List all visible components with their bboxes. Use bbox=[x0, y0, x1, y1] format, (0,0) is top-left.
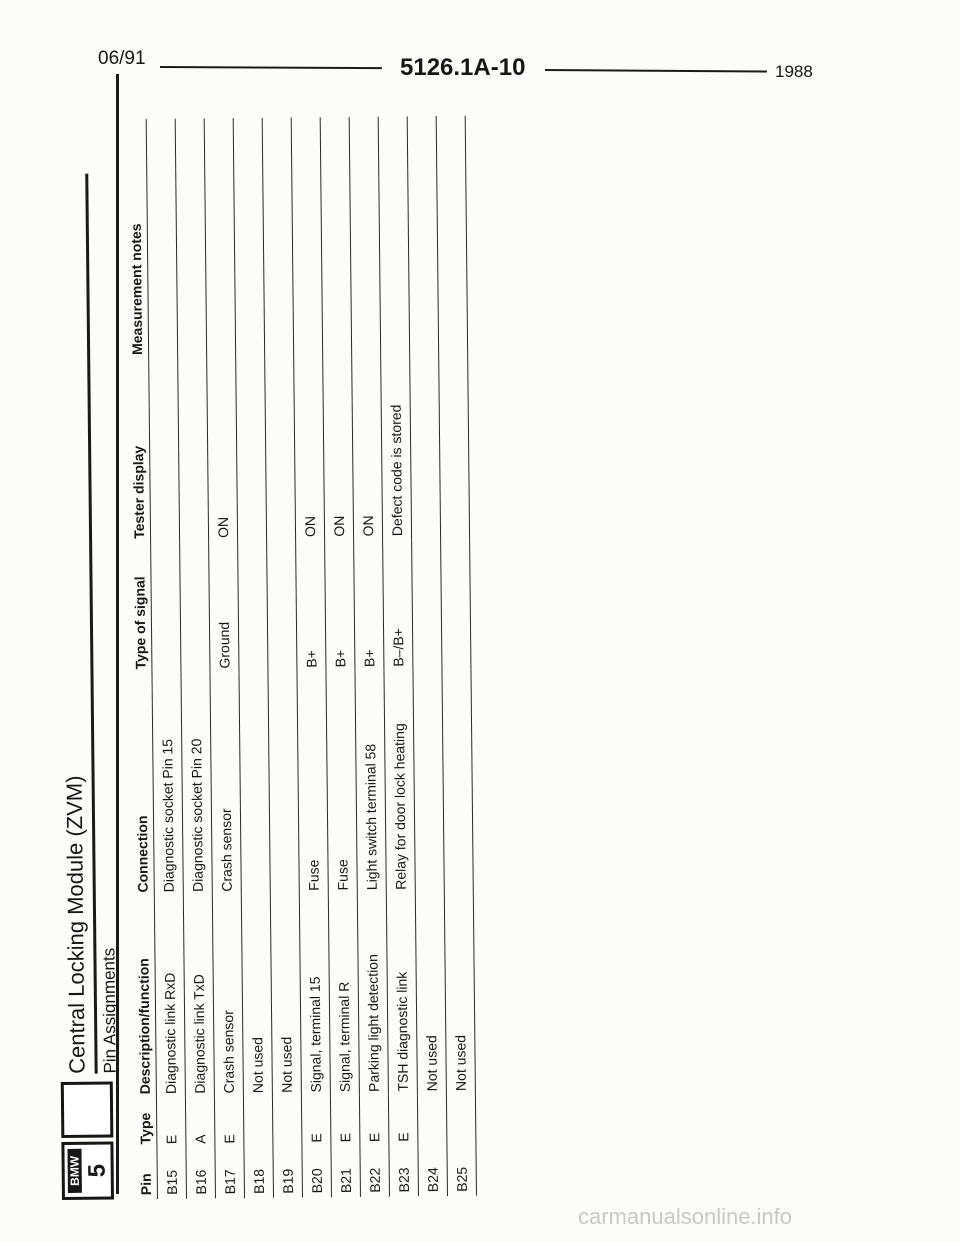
cell-signal bbox=[267, 541, 297, 672]
col-header-tester-display: Tester display bbox=[130, 445, 148, 539]
page-date: 06/91 bbox=[98, 48, 146, 69]
logo-series: 5 bbox=[83, 1163, 111, 1178]
cell-description: Parking light detection bbox=[364, 954, 382, 1092]
cell-type: E bbox=[221, 1134, 238, 1144]
cell-type bbox=[272, 1097, 302, 1147]
cell-tester bbox=[265, 357, 296, 541]
cell-description: Signal, terminal 15 bbox=[306, 976, 324, 1093]
cell-type: A bbox=[192, 1134, 209, 1144]
cell-description: Not used bbox=[423, 1035, 440, 1092]
cell-description: Diagnostic link TxD bbox=[190, 974, 208, 1094]
cell-type: E bbox=[366, 1132, 383, 1143]
cell-description: Crash sensor bbox=[220, 1010, 237, 1094]
cell-signal: B–/B+ bbox=[390, 628, 407, 667]
document-subtitle: Pin Assignments bbox=[99, 947, 120, 1074]
cell-type: E bbox=[308, 1133, 325, 1143]
cell-pin: B16 bbox=[192, 1169, 209, 1195]
cell-type: E bbox=[395, 1132, 412, 1142]
col-header-type: Type bbox=[137, 1112, 154, 1145]
cell-pin: B17 bbox=[221, 1169, 238, 1195]
col-header-signal-type: Type of signal bbox=[131, 576, 149, 670]
cell-connection: Fuse bbox=[334, 859, 351, 891]
cell-type: E bbox=[337, 1132, 354, 1143]
cell-connection bbox=[442, 670, 473, 893]
cell-tester: ON bbox=[359, 515, 377, 537]
cell-connection: Diagnostic socket Pin 15 bbox=[159, 738, 177, 893]
cell-connection bbox=[239, 672, 270, 895]
cell-tester bbox=[439, 355, 470, 539]
cell-pin: B21 bbox=[337, 1168, 354, 1194]
logo-brand: BMW bbox=[67, 1149, 81, 1193]
cell-signal: B+ bbox=[361, 649, 378, 668]
cell-pin: B25 bbox=[453, 1166, 470, 1192]
cell-tester bbox=[178, 358, 209, 542]
col-header-pin: Pin bbox=[137, 1173, 154, 1196]
cell-description: TSH diagnostic link bbox=[393, 971, 411, 1092]
page-year: 1988 bbox=[775, 62, 813, 81]
section-tab-box bbox=[61, 1081, 114, 1138]
cell-notes bbox=[320, 117, 352, 357]
cell-notes bbox=[262, 118, 294, 358]
cell-description: Not used bbox=[278, 1036, 295, 1093]
pin-assignment-table bbox=[125, 116, 477, 1200]
cell-signal: B+ bbox=[332, 649, 349, 668]
cell-notes bbox=[291, 117, 323, 357]
cell-tester bbox=[149, 359, 180, 543]
watermark: carmanualsonline.info bbox=[578, 1204, 793, 1229]
cell-tester bbox=[410, 356, 441, 540]
cell-type bbox=[446, 1095, 476, 1145]
cell-description: Not used bbox=[452, 1034, 469, 1092]
cell-pin: B24 bbox=[424, 1167, 441, 1193]
cell-connection bbox=[413, 670, 444, 893]
cell-connection bbox=[268, 672, 299, 895]
cell-type: E bbox=[163, 1134, 180, 1145]
cell-description: Not used bbox=[249, 1037, 266, 1094]
cell-connection: Relay for door lock heating bbox=[391, 723, 409, 890]
document-title: Central Locking Module (ZVM) bbox=[61, 775, 90, 1074]
cell-signal: B+ bbox=[303, 650, 320, 668]
cell-signal bbox=[238, 541, 268, 672]
col-header-connection: Connection bbox=[133, 815, 151, 893]
cell-connection: Light switch terminal 58 bbox=[362, 743, 380, 891]
cell-tester: ON bbox=[301, 515, 319, 538]
cell-tester: ON bbox=[330, 515, 348, 537]
cell-notes bbox=[204, 118, 236, 358]
cell-pin: B15 bbox=[163, 1169, 180, 1195]
page-code: 5126.1A-10 bbox=[400, 54, 526, 81]
cell-description: Diagnostic link RxD bbox=[161, 972, 179, 1095]
cell-pin: B19 bbox=[279, 1168, 296, 1194]
cell-signal bbox=[180, 542, 210, 673]
cell-notes bbox=[349, 117, 381, 357]
cell-tester: Defect code is stored bbox=[387, 404, 406, 537]
cell-connection: Fuse bbox=[305, 859, 322, 891]
cell-pin: B20 bbox=[308, 1168, 325, 1194]
col-header-description: Description/function bbox=[135, 958, 153, 1095]
cell-pin: B23 bbox=[395, 1167, 412, 1193]
cell-notes bbox=[378, 116, 410, 356]
cell-signal bbox=[151, 542, 181, 673]
rotated-content bbox=[50, 51, 960, 1200]
col-header-measurement-notes: Measurement notes bbox=[127, 223, 146, 356]
cell-tester: ON bbox=[214, 516, 232, 539]
cell-notes bbox=[146, 119, 178, 359]
cell-type bbox=[243, 1097, 273, 1147]
bmw-series-logo bbox=[61, 1141, 114, 1200]
cell-signal bbox=[441, 539, 471, 670]
cell-signal bbox=[412, 540, 442, 671]
cell-notes bbox=[233, 118, 265, 358]
cell-description: Signal, terminal R bbox=[335, 981, 353, 1093]
cell-tester bbox=[236, 358, 267, 542]
cell-notes bbox=[407, 116, 439, 356]
cell-notes bbox=[436, 116, 468, 356]
cell-pin: B22 bbox=[366, 1167, 383, 1193]
cell-connection: Diagnostic socket Pin 20 bbox=[188, 738, 206, 893]
cell-type bbox=[417, 1095, 447, 1145]
cell-connection: Crash sensor bbox=[217, 808, 235, 892]
cell-notes bbox=[175, 118, 207, 358]
cell-signal: Ground bbox=[215, 621, 233, 669]
cell-pin: B18 bbox=[250, 1168, 267, 1195]
